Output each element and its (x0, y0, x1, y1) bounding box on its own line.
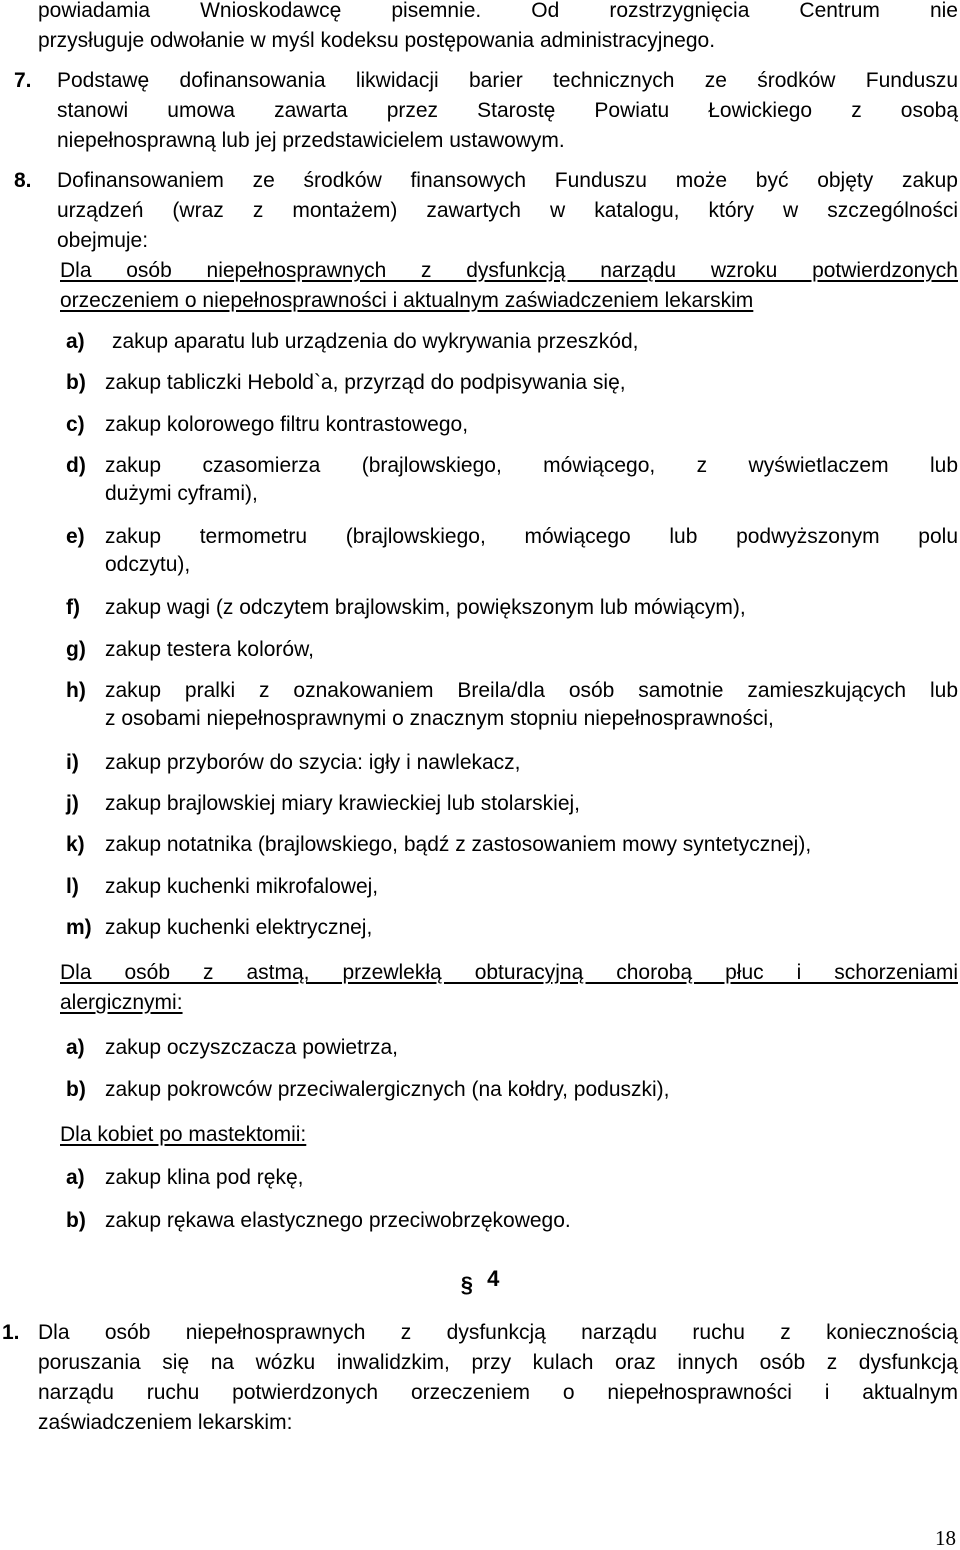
text-line: orzeczeniem o niepełnosprawności i aktualnym zaświadczeniem lekarskim (60, 289, 754, 312)
text-line: Dla osób niepełnosprawnych z dysfunkcją narządu ruchu z koniecznością (38, 1321, 958, 1344)
item-text: zakup tabliczki Hebold`a, przyrząd do podpisywania się, (105, 371, 626, 394)
point-8-text (57, 166, 958, 256)
group-vision-heading (60, 256, 958, 316)
item-text: zakup notatnika (brajlowskiego, bądź z zastosowaniem mowy syntetycznej), (105, 833, 812, 856)
item-label: a) (66, 1036, 85, 1059)
item-text: z osobami niepełnosprawnymi o znacznym stopniu niepełnosprawności, (105, 707, 774, 730)
list-item (66, 749, 958, 777)
list-item (66, 594, 958, 622)
item-label: b) (66, 1078, 86, 1101)
section-number: 4 (487, 1266, 500, 1291)
item-label: a) (66, 330, 85, 353)
list-item (66, 369, 958, 397)
list-item (66, 523, 958, 579)
group-mastectomy-heading (60, 1120, 958, 1150)
item-text: zakup testera kolorów, (105, 638, 314, 661)
item-label: k) (66, 833, 85, 856)
text-line: powiadamia Wnioskodawcę pisemnie. Od rozstrzygnięcia Centrum nie (38, 0, 958, 22)
item-text: zakup wagi (z odczytem brajlowskim, powiększonym lub mówiącym), (105, 596, 746, 619)
item-text: zakup kolorowego filtru kontrastowego, (105, 413, 469, 436)
text-line: obejmuje: (57, 229, 149, 252)
item-label: d) (66, 454, 86, 477)
item-text: zakup rękawa elastycznego przeciwobrzękowego. (105, 1209, 571, 1232)
text-line: alergicznymi: (60, 991, 183, 1014)
list-item (66, 1034, 958, 1062)
list-item (66, 790, 958, 818)
list-item (66, 677, 958, 733)
point-7-text (57, 66, 958, 156)
list-item (66, 1207, 958, 1235)
item-text: zakup pokrowców przeciwalergicznych (na kołdry, poduszki), (105, 1078, 670, 1101)
item-label: b) (66, 371, 86, 394)
item-label: l) (66, 875, 79, 898)
list-item (66, 328, 958, 356)
item-text: dużymi cyframi), (105, 482, 258, 505)
item-text: zakup pralki z oznakowaniem Breila/dla osób samotnie zamieszkujących lub (105, 679, 958, 702)
item-label: m) (66, 916, 92, 939)
item-label: c) (66, 413, 85, 436)
item-label: h) (66, 679, 86, 702)
item-text: zakup kuchenki mikrofalowej, (105, 875, 379, 898)
section-heading (0, 1264, 960, 1297)
item-text: zakup brajlowskiej miary krawieckiej lub stolarskiej, (105, 792, 580, 815)
item-label: j) (66, 792, 79, 815)
item-text: zakup przyborów do szycia: igły i nawlekacz, (105, 751, 521, 774)
text-line: przysługuje odwołanie w myśl kodeksu postępowania administracyjnego. (38, 29, 716, 52)
item-text: odczytu), (105, 553, 191, 576)
text-line: Dla kobiet po mastektomii: (60, 1123, 307, 1146)
text-line: poruszania się na wózku inwalidzkim, przy kulach oraz innych osób z dysfunkcją (38, 1351, 958, 1374)
item-text: zakup oczyszczacza powietrza, (105, 1036, 398, 1059)
text-line: Dofinansowaniem ze środków finansowych Funduszu może być objęty zakup (57, 169, 958, 192)
top-paragraph (38, 0, 958, 56)
text-line: Podstawę dofinansowania likwidacji barier technicznych ze środków Funduszu (57, 69, 958, 92)
list-item (66, 1076, 958, 1104)
text-line: zaświadczeniem lekarskim: (38, 1411, 293, 1434)
list-item (66, 636, 958, 664)
item-text: zakup czasomierza (brajlowskiego, mówiącego, z wyświetlaczem lub (105, 454, 958, 477)
list-item (66, 914, 958, 942)
text-line: Dla osób z astmą, przewlekłą obturacyjną chorobą płuc i schorzeniami (60, 961, 958, 984)
list-item (66, 831, 958, 859)
text-line: urządzeń (wraz z montażem) zawartych w katalogu, który w szczególności (57, 199, 958, 222)
list-item (66, 452, 958, 508)
item-label: e) (66, 525, 85, 548)
list-item (66, 873, 958, 901)
text-line: Dla osób niepełnosprawnych z dysfunkcją narządu wzroku potwierdzonych (60, 259, 958, 282)
item-label: b) (66, 1209, 86, 1232)
point-7-number: 7. (14, 69, 32, 92)
item-text: zakup kuchenki elektrycznej, (105, 916, 373, 939)
list-item (66, 411, 958, 439)
item-label: a) (66, 1166, 85, 1189)
item-label: i) (66, 751, 79, 774)
section-sign: § (460, 1272, 473, 1297)
page-number: 18 (935, 1526, 956, 1550)
item-label: g) (66, 638, 86, 661)
section-point-1-text (38, 1318, 958, 1438)
item-label: f) (66, 596, 80, 619)
item-text: zakup termometru (brajlowskiego, mówiącego lub podwyższonym polu (105, 525, 958, 548)
section-point-1-number: 1. (2, 1321, 20, 1344)
group-asthma-heading (60, 958, 958, 1018)
text-line: niepełnosprawną lub jej przedstawicielem ustawowym. (57, 129, 565, 152)
text-line: stanowi umowa zawarta przez Starostę Powiatu Łowickiego z osobą (57, 99, 958, 122)
point-8-number: 8. (14, 169, 32, 192)
list-item (66, 1164, 958, 1192)
item-text: zakup klina pod rękę, (105, 1166, 304, 1189)
text-line: narządu ruchu potwierdzonych orzeczeniem o niepełnosprawności i aktualnym (38, 1381, 958, 1404)
item-text: zakup aparatu lub urządzenia do wykrywania przeszkód, (112, 330, 639, 353)
